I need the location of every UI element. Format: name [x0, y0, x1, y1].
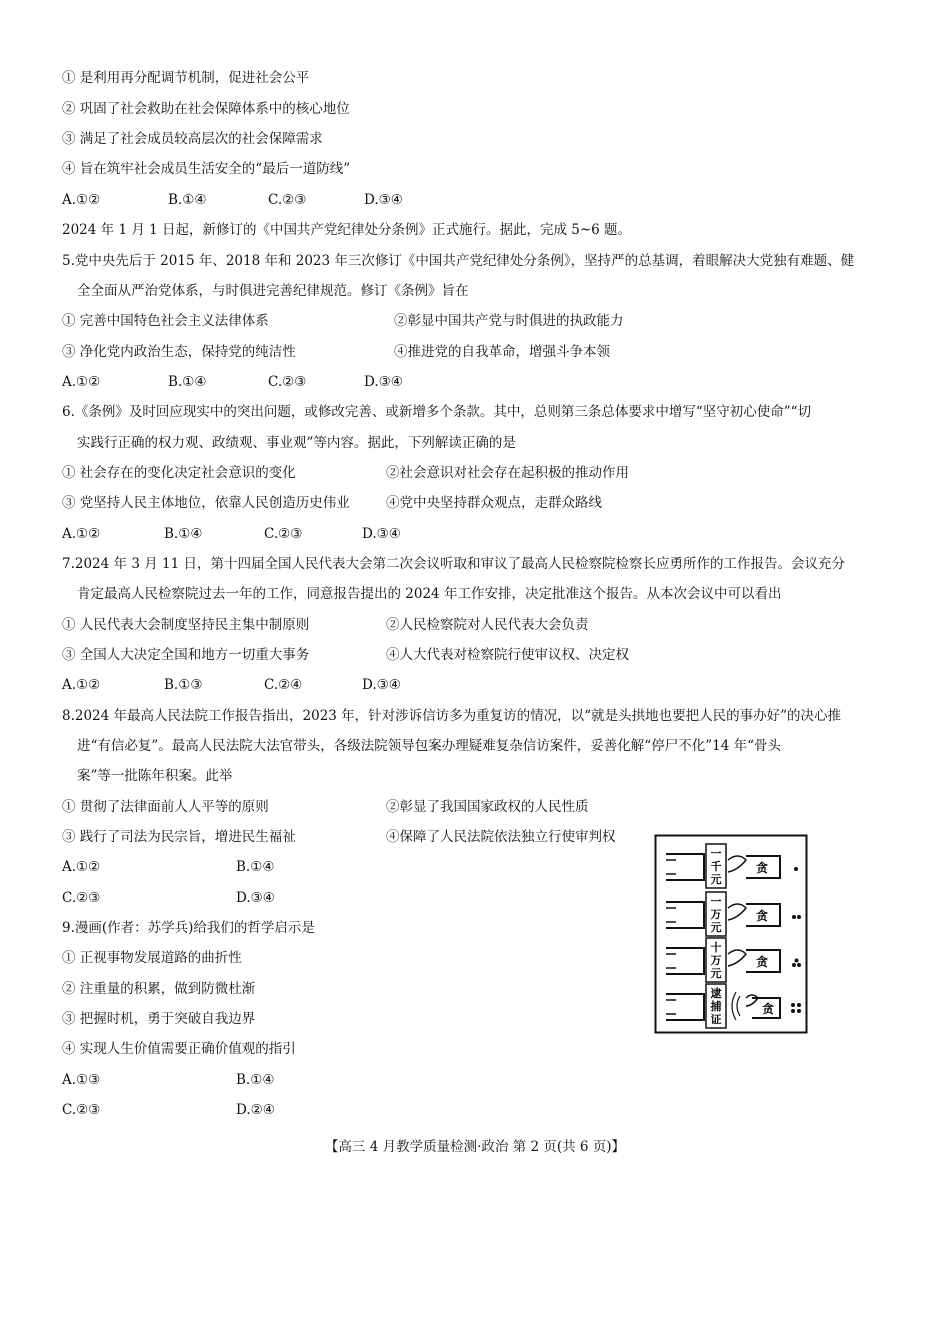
q8-stem-line-1: 8.2024 年最高人民法院工作报告指出，2023 年，针对涉诉信访多为重复访的情况，以“就是头拱地也要把人民的事办好”的决心推 — [62, 708, 841, 724]
q6-statement-4: ④党中央坚持群众观点，走群众路线 — [386, 495, 602, 511]
q5-statement-3: ③ 净化党内政治生态，保持党的纯洁性 — [62, 344, 296, 360]
greed-label-1: 贪 — [755, 861, 769, 875]
q7-option-d: D.③④ — [362, 677, 401, 693]
note3-char1: 十 — [710, 941, 722, 954]
q6-option-b: B.①④ — [164, 526, 203, 542]
q7-stem-line-2: 肯定最高人民检察院过去一年的工作，同意报告提出的 2024 年工作安排，决定批准这个报告。从本次会议中可以看出 — [77, 586, 782, 602]
note1-char2: 千 — [710, 860, 722, 873]
q9-statement-2: ② 注重量的积累，做到防微杜渐 — [62, 981, 256, 997]
q5-stem-line-1: 5.党中央先后于 2015 年、2018 年和 2023 年三次修订《中国共产党纪律处分条例》，坚持严的总基调，着眼解决大党独有难题、健 — [62, 253, 855, 269]
q6-stem-line-2: 实践行正确的权力观、政绩观、事业观”等内容。据此，下列解读正确的是 — [77, 435, 516, 451]
q7-stem-line-1: 7.2024 年 3 月 11 日，第十四届全国人民代表大会第二次会议听取和审议了最高人民检察院检察长应勇所作的工作报告。会议充分 — [62, 556, 845, 572]
q7-option-a: A.①② — [62, 677, 101, 693]
greed-label-4: 贪 — [761, 1002, 775, 1016]
q9-statement-1: ① 正视事物发展道路的曲折性 — [62, 950, 242, 966]
q5-option-a: A.①② — [62, 374, 101, 390]
q8-option-b: B.①④ — [236, 859, 275, 875]
q8-statement-1: ① 贯彻了法律面前人人平等的原则 — [62, 799, 269, 815]
q4-option-a: A.①② — [62, 192, 101, 208]
q5-option-d: D.③④ — [364, 374, 403, 390]
q9-option-c: C.②③ — [62, 1102, 101, 1118]
cartoon-frame — [656, 836, 807, 1033]
q5-6-intro: 2024 年 1 月 1 日起，新修订的《中国共产党纪律处分条例》正式施行。据此，完成 5~6 题。 — [62, 222, 632, 238]
q8-option-a: A.①② — [62, 859, 101, 875]
q8-option-c: C.②③ — [62, 890, 101, 906]
q6-option-d: D.③④ — [362, 526, 401, 542]
q6-option-a: A.①② — [62, 526, 101, 542]
note2-char1: 一 — [710, 895, 722, 908]
q8-stem-line-2: 进“有信必复”。最高人民法院大法官带头，各级法院领导包案办理疑难复杂信访案件，妥善化解“停尸不化”14 年“骨头 — [77, 738, 781, 754]
q8-stem-line-3: 案”等一批陈年积案。此举 — [77, 768, 233, 784]
q9-stem: 9.漫画(作者：苏学兵)给我们的哲学启示是 — [62, 920, 315, 936]
q5-statement-1: ① 完善中国特色社会主义法律体系 — [62, 313, 269, 329]
q4-option-c: C.②③ — [268, 192, 307, 208]
q6-statement-3: ③ 党坚持人民主体地位，依靠人民创造历史伟业 — [62, 495, 350, 511]
q8-statement-3: ③ 践行了司法为民宗旨，增进民生福祉 — [62, 829, 296, 845]
warrant-char2: 捕 — [710, 1000, 722, 1013]
q8-statement-4: ④保障了人民法院依法独立行使审判权 — [386, 829, 616, 845]
q7-option-c: C.②④ — [264, 677, 303, 693]
q9-statement-3: ③ 把握时机，勇于突破自我边界 — [62, 1011, 256, 1027]
q9-statement-4: ④ 实现人生价值需要正确价值观的指引 — [62, 1041, 296, 1057]
q5-option-b: B.①④ — [168, 374, 207, 390]
q5-option-c: C.②③ — [268, 374, 307, 390]
q7-statement-1: ① 人民代表大会制度坚持民主集中制原则 — [62, 617, 310, 633]
q5-stem-line-2: 全全面从严治党体系，与时俱进完善纪律规范。修订《条例》旨在 — [77, 283, 469, 299]
greed-label-2: 贪 — [755, 909, 769, 923]
q7-statement-2: ②人民检察院对人民代表大会负责 — [386, 617, 589, 633]
note2-char2: 万 — [710, 908, 722, 921]
q5-statement-4: ④推进党的自我革命，增强斗争本领 — [394, 344, 610, 360]
q9-option-a: A.①③ — [62, 1072, 101, 1088]
q6-statement-1: ① 社会存在的变化决定社会意识的变化 — [62, 465, 296, 481]
q4-statement-2: ② 巩固了社会救助在社会保障体系中的核心地位 — [62, 101, 350, 117]
q5-statement-2: ②彰显中国共产党与时俱进的执政能力 — [394, 313, 624, 329]
q6-statement-2: ②社会意识对社会存在起积极的推动作用 — [386, 465, 629, 481]
q6-option-c: C.②③ — [264, 526, 303, 542]
page-footer: 【高三 4 月教学质量检测·政治 第 2 页(共 6 页)】 — [324, 1139, 626, 1155]
note1-char1: 一 — [710, 847, 722, 860]
greed-label-3: 贪 — [755, 955, 769, 969]
warrant-char3: 证 — [710, 1013, 722, 1026]
q9-option-d: D.②④ — [236, 1102, 275, 1118]
stage-dots-4 — [797, 1009, 801, 1013]
stage-dots-3 — [795, 959, 799, 963]
q8-option-d: D.③④ — [236, 890, 275, 906]
q4-option-d: D.③④ — [364, 192, 403, 208]
q4-statement-3: ③ 满足了社会成员较高层次的社会保障需求 — [62, 131, 323, 147]
note1-char3: 元 — [710, 873, 722, 886]
stage-dots-2 — [797, 915, 801, 919]
q4-statement-1: ① 是利用再分配调节机制，促进社会公平 — [62, 70, 310, 86]
note3-char2: 万 — [710, 954, 722, 967]
stage-dots-1 — [794, 867, 798, 871]
warrant-char1: 逮 — [710, 987, 722, 1000]
q8-statement-2: ②彰显了我国国家政权的人民性质 — [386, 799, 589, 815]
note2-char3: 元 — [710, 921, 722, 934]
q9-option-b: B.①④ — [236, 1072, 275, 1088]
note3-char3: 元 — [710, 967, 722, 980]
q7-option-b: B.①③ — [164, 677, 203, 693]
q4-option-b: B.①④ — [168, 192, 207, 208]
q4-statement-4: ④ 旨在筑牢社会成员生活安全的“最后一道防线” — [62, 161, 351, 177]
q6-stem-line-1: 6.《条例》及时回应现实中的突出问题，或修改完善、或新增多个条款。其中，总则第三条总体要求中增写“坚守初心使命”“切 — [62, 404, 812, 420]
q7-statement-4: ④人大代表对检察院行使审议权、决定权 — [386, 647, 629, 663]
q7-statement-3: ③ 全国人大决定全国和地方一切重大事务 — [62, 647, 310, 663]
bribery-cartoon — [654, 834, 808, 1034]
